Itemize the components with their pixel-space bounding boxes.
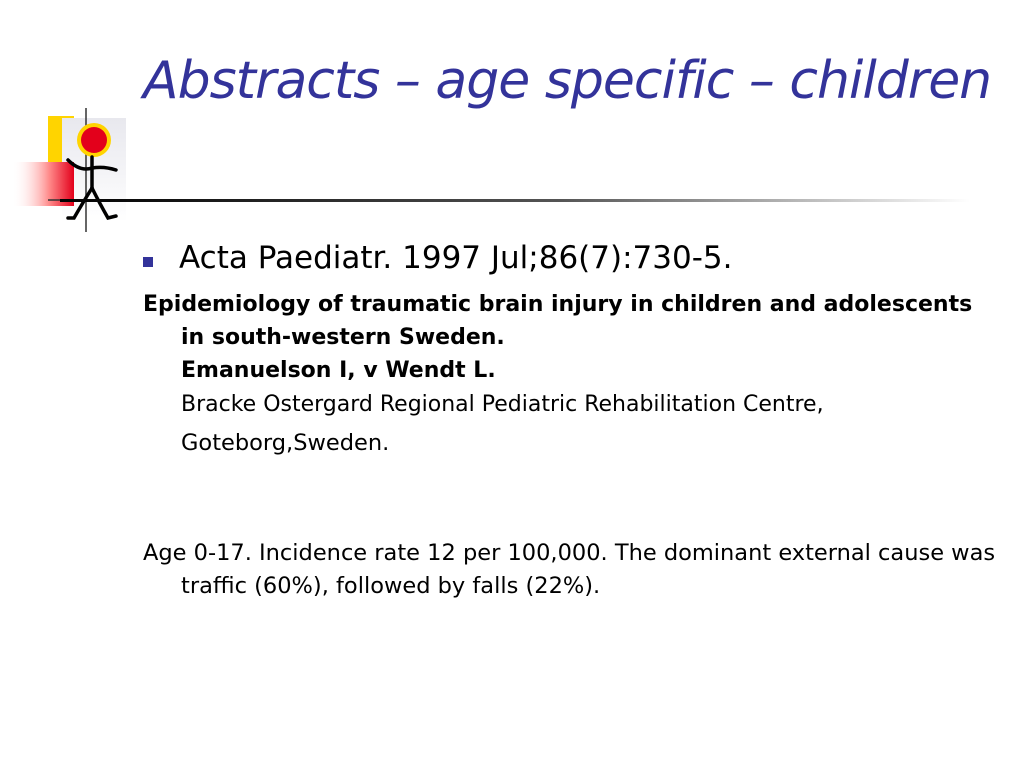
summary-text: Age 0-17. Incidence rate 12 per 100,000. The dominant external cause was traffic (60%), followed by falls (22%). [143,540,996,599]
abstract-block [143,288,973,466]
affiliation-line-2: Goteborg,Sweden. [181,430,390,456]
stick-figure-logo-icon [12,108,136,232]
square-bullet-icon [143,257,153,267]
title-divider [60,198,970,204]
bullet-citation [143,236,1003,280]
affiliation-line-1: Bracke Ostergard Regional Pediatric Rehabilitation Centre, [181,392,824,417]
slide-title: Abstracts – age specific – children [143,51,992,111]
article-authors: Emanuelson I, v Wendt L. [181,358,496,383]
citation-text: Acta Paediatr. 1997 Jul;86(7):730-5. [179,240,733,276]
article-title: Epidemiology of traumatic brain injury in children and adolescents in south-western Sweden. [143,292,973,350]
